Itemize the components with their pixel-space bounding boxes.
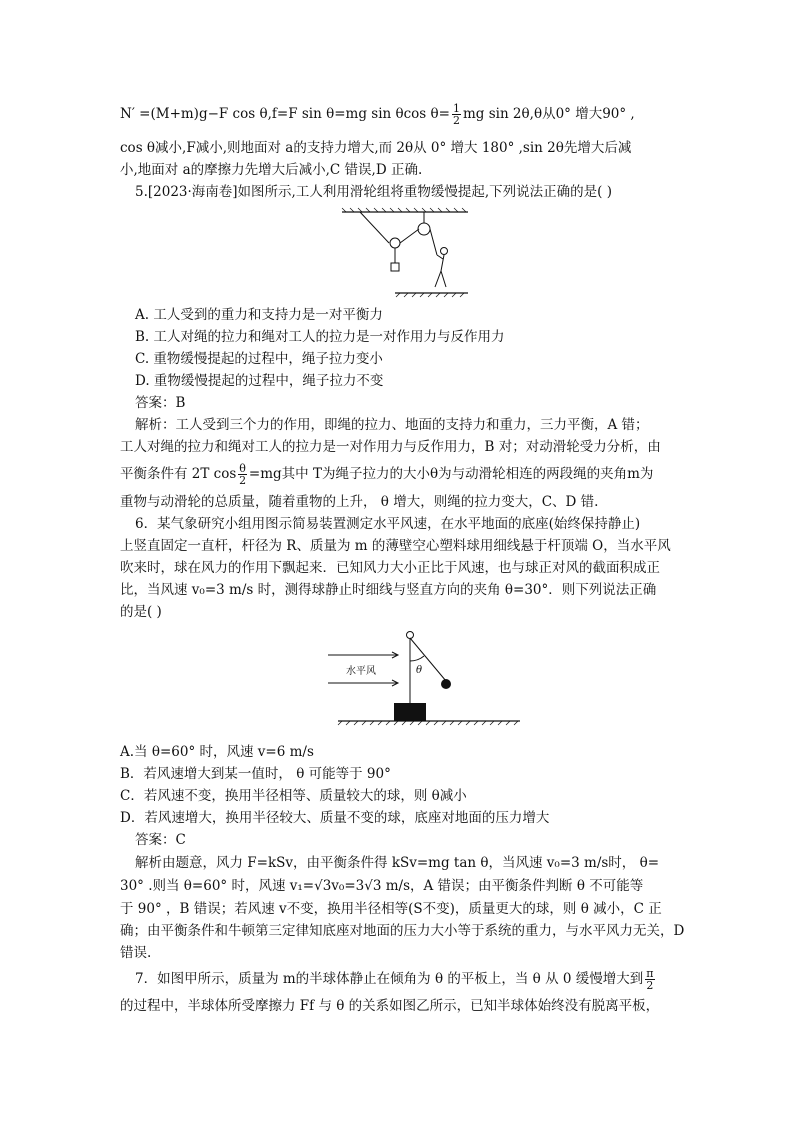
- q6-stem-5: 的是( ): [120, 604, 162, 620]
- q5-option-c: C. 重物缓慢提起的过程中，绳子拉力变小: [135, 351, 383, 367]
- q5-fraction: [238, 463, 247, 486]
- p4-line-3: 小,地面对 a的摩擦力先增大后减小,C 错误,D 正确.: [120, 162, 423, 178]
- q5-explanation-4: 重物与动滑轮的总质量，随着重物的上升， θ 增大，则绳的拉力变大，C、D 错.: [120, 494, 599, 510]
- p4-line-1b: mg sin 2θ,θ从0° 增大90° ,: [462, 106, 635, 122]
- p4-line-1: [120, 103, 635, 126]
- q5-frac-num: θ: [239, 462, 246, 475]
- p4-fraction: [452, 103, 461, 126]
- q5-frac-den: 2: [239, 474, 247, 487]
- q5-explanation-3: [120, 463, 653, 486]
- angle-label: θ: [416, 665, 423, 676]
- q7-stem-1a: 7．如图甲所示，质量为 m的半球体静止在倾角为 θ 的平板上，当 θ 从 0 缓慢增大到: [135, 971, 644, 987]
- q6-explanation-3: 于 90° ，B 错误；若风速 v不变，换用半径相等(S不变)，质量更大的球，则 θ 减小，C 正: [120, 901, 662, 917]
- q7-frac-den: 2: [646, 979, 654, 992]
- q6-option-c: C．若风速不变，换用半径相等、质量较大的球，则 θ减小: [120, 788, 467, 804]
- q5-explanation-3b: =mg其中 T为绳子拉力的大小θ为与动滑轮相连的两段绳的夹角m为: [248, 466, 654, 482]
- q7-fraction: [645, 968, 654, 991]
- q6-explanation-2: 30° .则当 θ=60° 时，风速 v₁=√3v₀=3√3 m/s，A 错误；由平衡条件判断 θ 不可能等: [120, 878, 644, 894]
- q5-explanation-2: 工人对绳的拉力和绳对工人的拉力是一对作用力与反作用力，B 对；对动滑轮受力分析，由: [120, 439, 661, 455]
- q5-explanation-1: 解析：工人受到三个力的作用，即绳的拉力、地面的支持力和重力，三力平衡，A 错；: [135, 417, 649, 433]
- q6-option-a: A.当 θ=60° 时，风速 v=6 m/s: [120, 744, 314, 760]
- q6-answer: 答案：C: [135, 832, 186, 848]
- p4-line-1a: N′ =(M+m)g−F cos θ,f=F sin θ=mg sin θcos θ=: [120, 106, 450, 122]
- q5-option-b: B. 工人对绳的拉力和绳对工人的拉力是一对作用力与反作用力: [135, 329, 505, 345]
- q7-frac-num: π: [646, 967, 654, 980]
- p4-frac-num: 1: [452, 102, 460, 115]
- pulley-figure: [340, 207, 470, 299]
- q6-option-d: D．若风速增大，换用半径较大、质量不变的球，底座对地面的压力增大: [120, 810, 550, 826]
- q6-explanation-5: 错误.: [120, 945, 152, 961]
- q5-explanation-3a: 平衡条件有 2T cos: [120, 466, 237, 482]
- ball: [441, 679, 451, 689]
- wind-label: 水平风: [346, 666, 376, 677]
- q6-stem-2: 上竖直固定一直杆，杆径为 R、质量为 m 的薄壁空心塑料球用细线悬于杆顶端 O，当水平风: [120, 538, 671, 554]
- q5-option-a: A. 工人受到的重力和支持力是一对平衡力: [135, 307, 383, 323]
- q5-stem: 5.[2023·海南卷]如图所示,工人利用滑轮组将重物缓慢提起,下列说法正确的是( ): [135, 184, 612, 200]
- p4-line-2: cos θ减小,F减小,则地面对 a的支持力增大,而 2θ从 0° 增大 180° ,sin 2θ先增大后减: [120, 140, 632, 156]
- base-block: [394, 703, 426, 721]
- q7-stem-1: [135, 968, 657, 991]
- q6-explanation-4: 确；由平衡条件和牛顿第三定律知底座对地面的压力大小等于系统的重力，与水平风力无关，D: [120, 923, 685, 939]
- q6-explanation-1: 解析由题意，风力 F=kSv，由平衡条件得 kSv=mg tan θ，当风速 v₀=3 m/s时， θ=: [135, 855, 660, 871]
- wind-figure: [320, 625, 530, 735]
- q6-stem-1: 6．某气象研究小组用图示简易装置测定水平风速，在水平地面的底座(始终保持静止): [135, 516, 641, 532]
- q5-answer: 答案：B: [135, 395, 186, 411]
- q6-stem-4: 比，当风速 v₀=3 m/s 时，测得球静止时细线与竖直方向的夹角 θ=30°．则下列说法正确: [120, 582, 657, 598]
- q5-option-d: D. 重物缓慢提起的过程中，绳子拉力不变: [135, 373, 384, 389]
- p4-frac-den: 2: [452, 114, 460, 127]
- q6-option-b: B．若风速增大到某一值时， θ 可能等于 90°: [120, 766, 391, 782]
- q7-stem-2: 的过程中，半球体所受摩擦力 Ff 与 θ 的关系如图乙所示，已知半球体始终没有脱离平板，: [120, 998, 660, 1014]
- q6-stem-3: 吹来时，球在风力的作用下飘起来．已知风力大小正比于风速，也与球正对风的截面积成正: [120, 560, 660, 576]
